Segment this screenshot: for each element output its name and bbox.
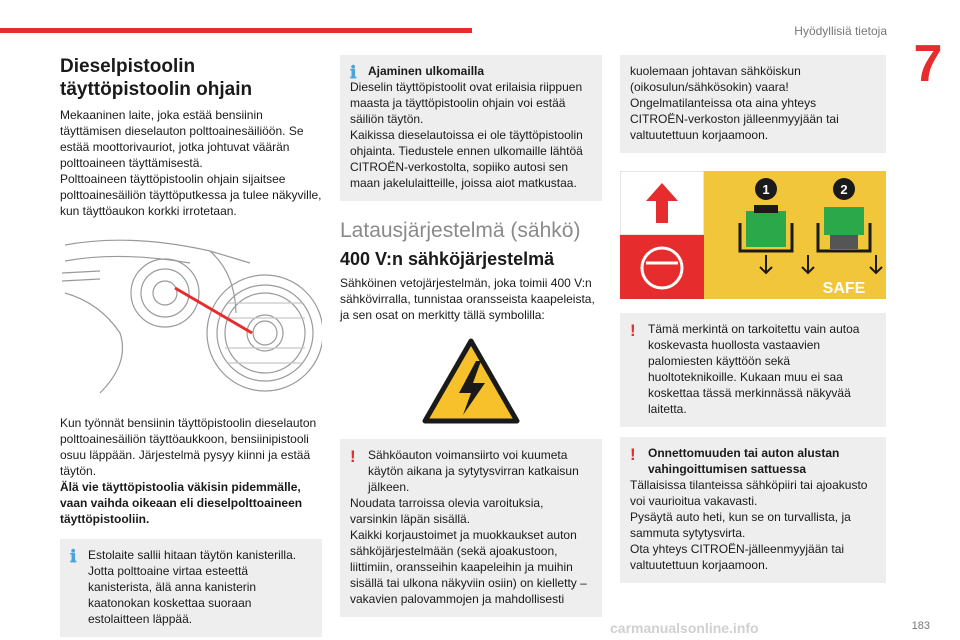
warning-text: Noudata tarroissa olevia varoituksia, varsinkin läpän sisällä.: [350, 496, 544, 526]
column-3: [620, 55, 886, 583]
warning-text: Ota yhteys CITROËN-jälleenmyyjään tai valtuutettuun korjaamoon.: [630, 542, 845, 572]
info-icon: ℹ: [350, 63, 357, 82]
info-text: Estolaite sallii hitaan täytön kanisterilla. Jotta polttoaine virtaa esteettä kanisterista, älä anna kanisterin kaatonokan koskettaa suoraan estolaitteen läppää.: [88, 548, 297, 626]
safe-text: SAFE: [822, 280, 866, 297]
high-voltage-icon: [421, 337, 521, 425]
paragraph-bold: Älä vie täyttöpistoolia väkisin pidemmälle, vaan vaihda oikeaan eli dieselpolttoaineen täyttöpistooliin.: [60, 480, 303, 526]
warning-box-continued: [620, 55, 886, 153]
page-number: 183: [911, 620, 930, 632]
subsection-heading: 400 V:n sähköjärjestelmä: [340, 249, 555, 269]
paragraph: Sähköinen vetojärjestelmän, joka toimii 400 V:n sähkövirralla, tunnistaa oransseista kaapeleista, ja sen osat on merkitty tällä symbolilla:: [340, 276, 595, 322]
info-text: Dieselin täyttöpistoolit ovat erilaisia riippuen maasta ja täyttöpistoolin ohjain voi estää säiliön täytön.: [350, 80, 583, 126]
warning-box: [620, 437, 886, 583]
warning-text: Sähköauton voimansiirto voi kuumeta käytön aikana ja sytytysvirran katkaisun jälkeen.: [368, 448, 579, 494]
info-box: [60, 539, 322, 637]
info-title: Ajaminen ulkomailla: [368, 64, 485, 78]
chapter-number: 7: [913, 35, 943, 93]
warning-text: Tämä merkintä on tarkoitettu vain autoa koskevasta huollosta vastaavien palomiesten käyttöön sekä huoltoteknikoille. Kukaan muu ei saa koskettaa tässä merkinnässä näkyvää laitetta.: [648, 322, 860, 416]
warning-box: [340, 439, 602, 617]
warning-text: Ongelmatilanteissa ota aina yhteys CITROËN-verkoston jälleenmyyjään tai valtuutettuun korjaamoon.: [630, 96, 839, 142]
safe-label-illustration: [620, 171, 886, 299]
warning-text: Kaikki korjaustoimet ja muokkaukset auton sähköjärjestelmään (sekä ajoakustoon, liittimiin, oransseihin kaapeleihin ja muihin sisällä tai ulkona näkyviin osiin) on kielletty – vakavien palovammojen ja mahdollisesti: [350, 528, 587, 606]
warning-title: Onnettomuuden tai auton alustan vahingoittumisen sattuessa: [648, 446, 840, 476]
column-2: [340, 55, 602, 617]
section-heading: Latausjärjestelmä (sähkö): [340, 219, 581, 242]
info-icon: ℹ: [70, 547, 77, 566]
header-title: Hyödyllisiä tietoja: [794, 24, 887, 38]
warning-icon: !: [350, 447, 356, 466]
label-2: 2: [840, 182, 848, 197]
section-title: Dieselpistoolin täyttöpistoolin ohjain: [60, 56, 253, 100]
warning-text: Tällaisissa tilanteissa sähköpiiri tai ajoakusto voi vaurioitua vakavasti.: [630, 478, 868, 508]
warning-text: Pysäytä auto heti, kun se on turvallista, ja sammuta sytytysvirta.: [630, 510, 851, 540]
column-1: [60, 55, 322, 637]
label-1: 1: [762, 182, 770, 197]
info-box: [340, 55, 602, 201]
paragraph: Polttoaineen täyttöpistoolin ohjain sijaitsee polttoainesäiliön täyttöputkessa ja tulee näkyville, kun täyttöaukon korkki irrotetaan.: [60, 172, 322, 218]
warning-box: [620, 313, 886, 427]
paragraph: Mekaaninen laite, joka estää bensiinin täyttämisen dieselauton polttoainesäiliöön. Se estää moottorivauriot, jotka johtuvat väärän polttoaineen täyttämisestä.: [60, 108, 304, 170]
warning-icon: !: [630, 321, 636, 340]
top-accent-bar: [0, 28, 472, 33]
warning-text: kuolemaan johtavan sähköiskun (oikosulun/sähkösokin) vaara!: [630, 64, 801, 94]
paragraph: Kun työnnät bensiinin täyttöpistoolin dieselauton polttoainesäiliön täyttöaukkoon, bensiinipistooli osuu läppään. Järjestelmä pysyy kiinni ja estää täytön.: [60, 416, 317, 478]
warning-icon: !: [630, 445, 636, 464]
info-text: Kaikissa dieselautoissa ei ole täyttöpistoolin ohjainta. Tiedustele ennen ulkomaille lähtöä CITROËN-verkostolta, sopiiko autosi sen maan jakelulaitteille, joissa aiot matkustaa.: [350, 128, 583, 190]
fuel-filler-illustration: [60, 233, 322, 403]
watermark: carmanualsonline.info: [610, 620, 759, 636]
